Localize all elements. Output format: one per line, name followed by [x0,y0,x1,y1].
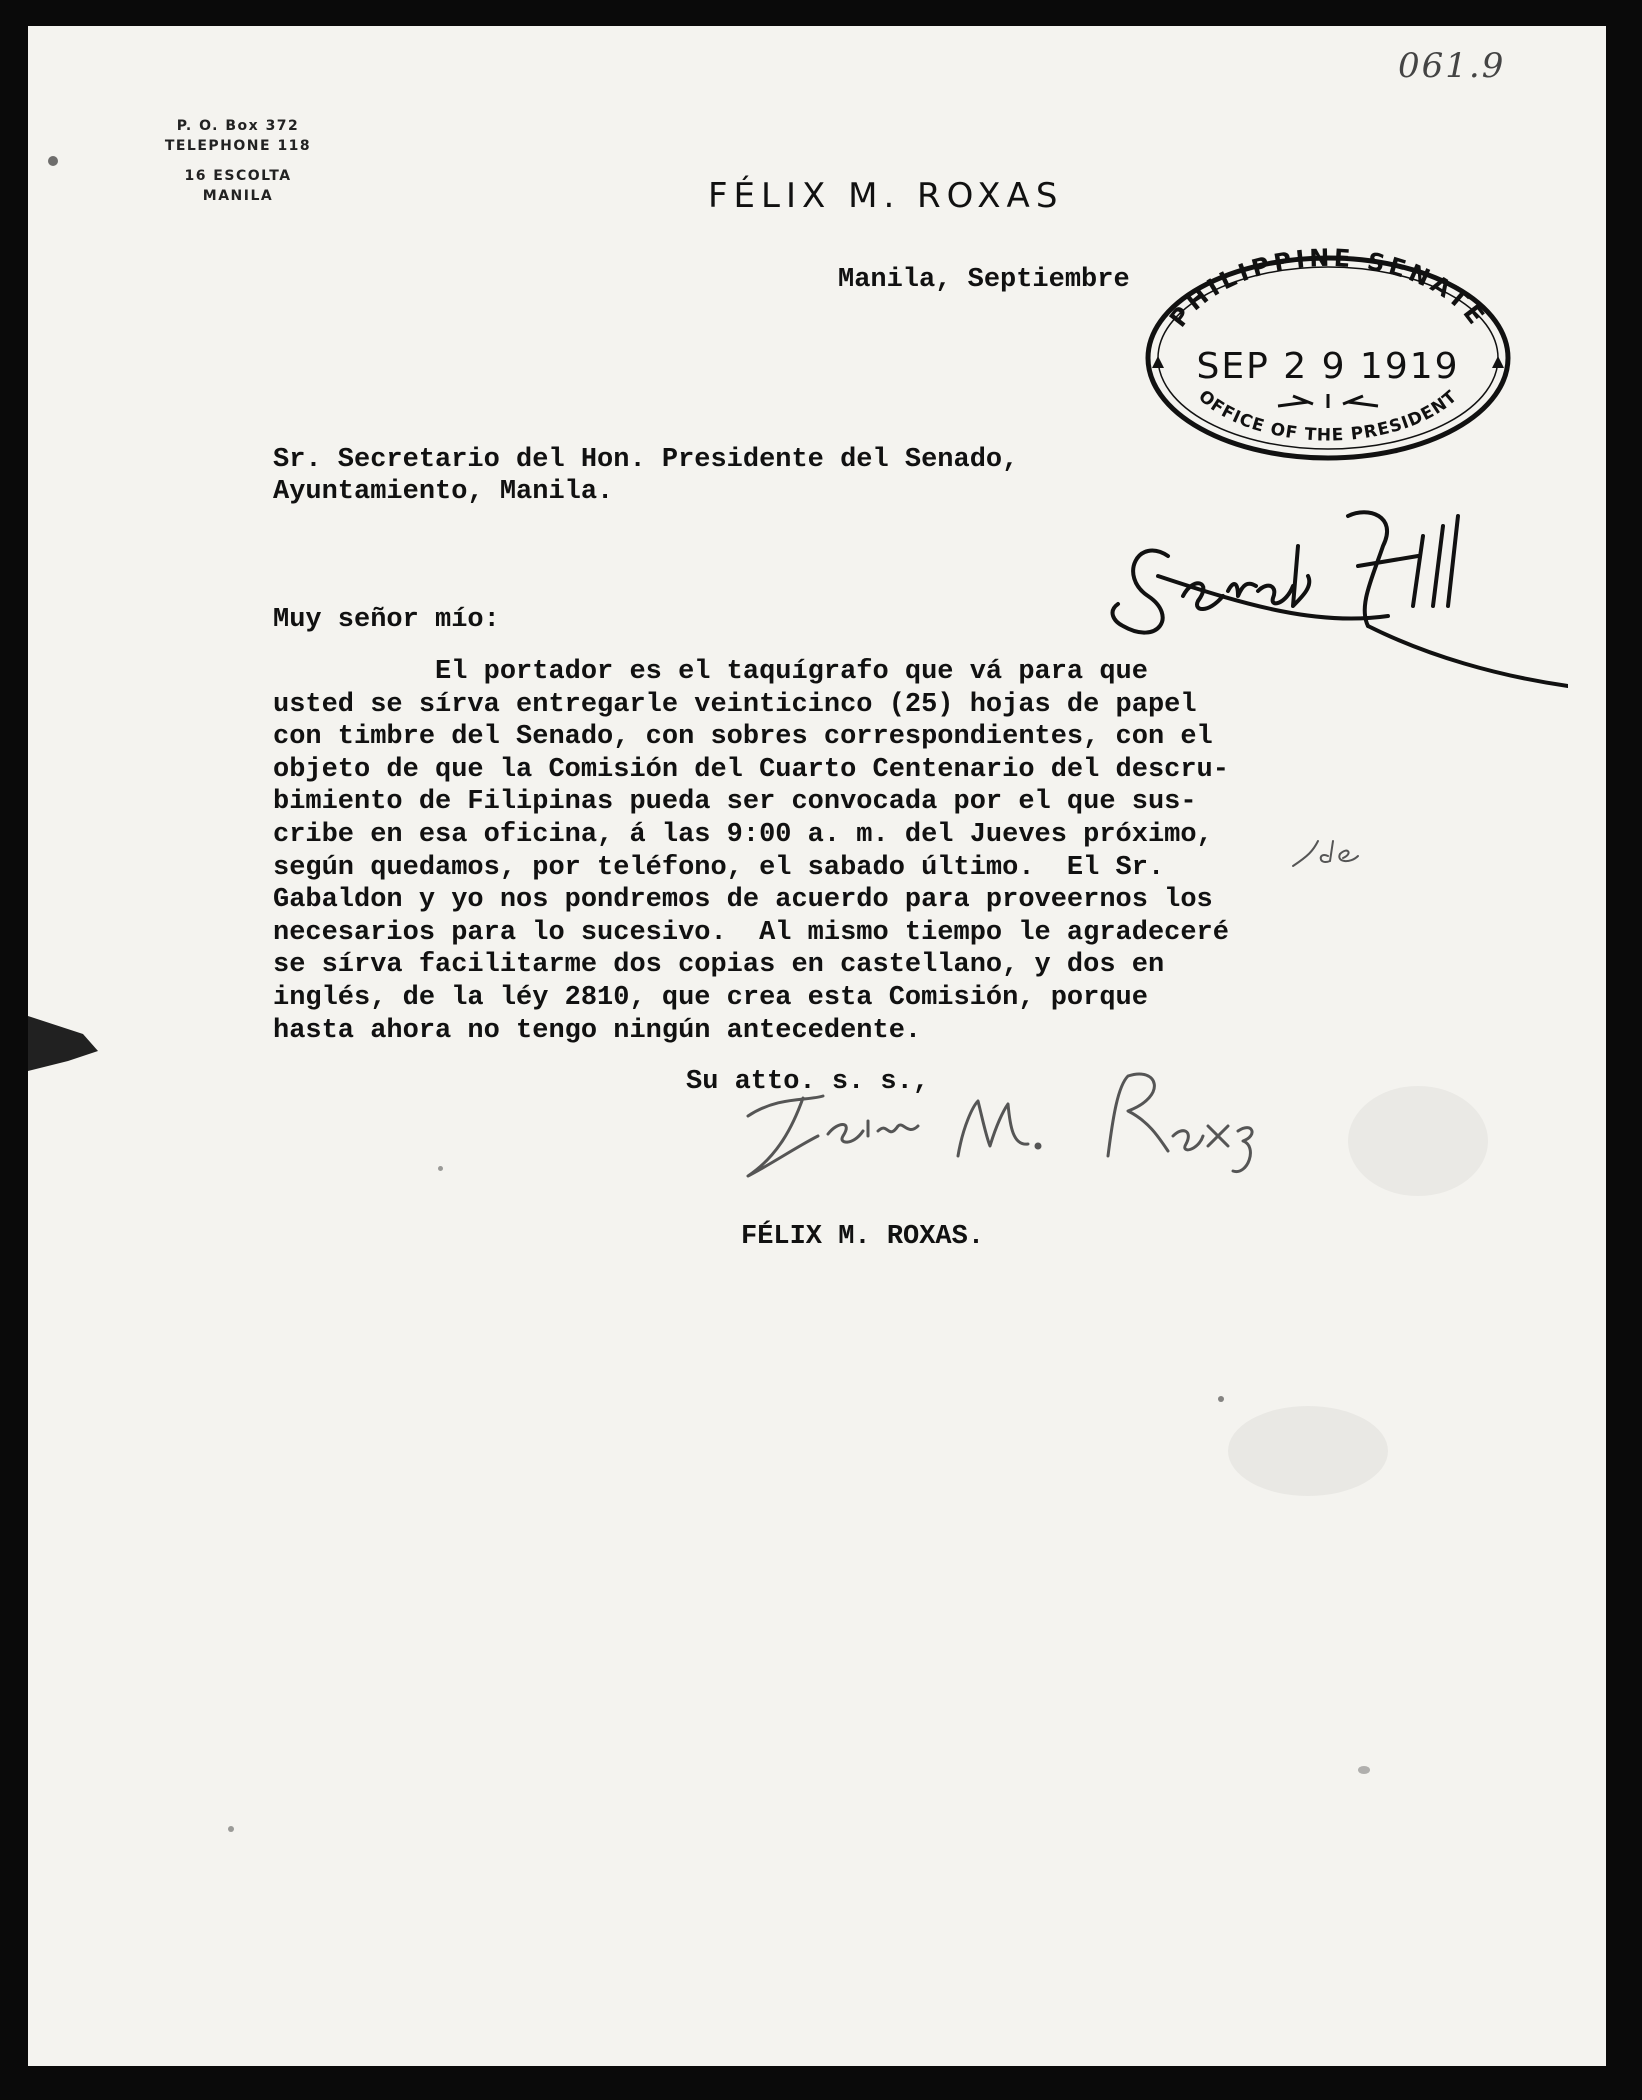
body-line: usted se sírva entregarle veinticinco (25) hojas de papel [273,689,1197,720]
scan-stain [1228,1406,1388,1496]
scan-speck [438,1166,443,1171]
body-line: objeto de que la Comisión del Cuarto Centenario del descru- [273,754,1229,785]
handwritten-signature [728,1026,1288,1196]
letterhead-name: FÉLIX M. ROXAS [708,176,1064,216]
stamp-rays [1278,394,1378,408]
scan-speck [48,156,58,166]
edge-tear [28,1016,108,1076]
scan-speck [1218,1396,1224,1402]
stamp-top-text: PHILIPPINE SENATE [1163,243,1493,333]
body-line: cribe en esa oficina, á las 9:00 a. m. del Jueves próximo, [273,819,1213,850]
svg-text:PHILIPPINE SENATE [1164,244,1492,333]
recipient-line-1: Sr. Secretario del Hon. Presidente del Senado, [273,445,1019,475]
scan-speck [228,1826,234,1832]
body-line: hasta ahora no tengo ningún antecedente. [273,1015,922,1046]
telephone: TELEPHONE 118 [164,138,312,154]
body-line: con timbre del Senado, con sobres correspondientes, con el [273,722,1213,753]
handwritten-insert-mark [1288,826,1378,886]
stamp-date: SEP 2 9 1919 [1196,346,1460,387]
body-line: bimiento de Filipinas pueda ser convocada por el que sus- [273,787,1197,818]
scan-stain [1348,1086,1488,1196]
date-line: Manila, Septiembre [838,265,1130,295]
archive-number: 061.9 [1398,46,1506,86]
letterhead-address [138,116,338,206]
letter-body [273,656,1229,1047]
stamp-graphic [1128,236,1528,466]
typed-signature: FÉLIX M. ROXAS. [741,1222,985,1252]
scan-speck [1358,1766,1370,1774]
body-line: inglés, de la léy 2810, que crea esta Comisión, porque [273,982,1148,1013]
po-box: P. O. Box 372 [176,118,300,134]
body-line: según quedamos, por teléfono, el sabado último. El Sr. [273,852,1165,883]
body-line: necesarios para lo sucesivo. Al mismo tiempo le agradeceré [273,917,1229,948]
stamp-bottom-text: OFFICE OF THE PRESIDENT [1194,386,1462,446]
received-stamp [1128,236,1528,471]
letter-page [28,26,1606,2066]
body-line: Gabaldon y yo nos pondremos de acuerdo para proveernos los [273,885,1213,916]
body-line: El portador es el taquígrafo que vá para que [273,657,1148,687]
salutation: Muy señor mío: [273,605,500,635]
body-line: se sírva facilitarme dos copias en castellano, y dos en [273,950,1165,981]
recipient-line-2: Ayuntamiento, Manila. [273,477,614,507]
closing: Su atto. s. s., [686,1067,930,1097]
street-address: 16 ESCOLTA [184,168,292,184]
city: MANILA [202,188,274,204]
